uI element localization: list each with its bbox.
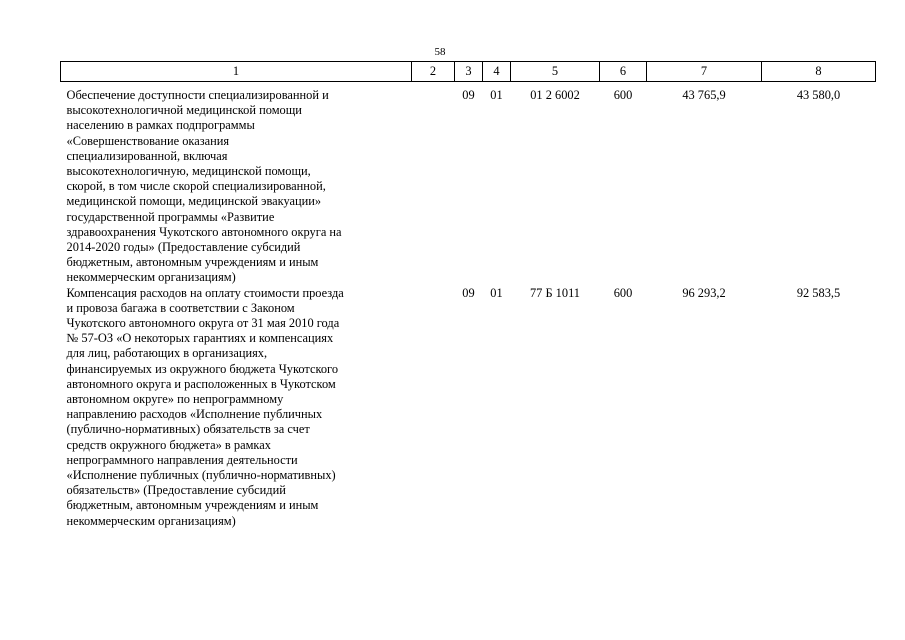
row-subsection: 01	[490, 88, 503, 102]
description-line: специализированной, включая	[66, 148, 228, 163]
description-line: (публично-нормативных) обязательств за счет	[66, 422, 310, 437]
header-col-3: 3	[455, 62, 483, 82]
description-line: направлению расходов «Исполнение публичных	[66, 407, 323, 422]
header-col-2: 2	[412, 62, 455, 82]
row-amount-year-1: 96 293,2	[682, 285, 726, 300]
description-line: скорой, в том числе скорой специализированной,	[66, 179, 326, 194]
row-subsection: 01	[490, 285, 503, 300]
row-expense-type: 600	[613, 88, 633, 102]
row-description	[61, 286, 412, 529]
description-line: бюджетным, автономным учреждениям и иным	[66, 498, 319, 513]
row-amount-year-2: 43 580,0	[796, 88, 841, 102]
description-line: здравоохранения Чукотского автономного округа на	[66, 224, 342, 239]
description-line: населению в рамках подпрограммы	[66, 118, 255, 133]
row-target-article: 01 2 6002	[530, 88, 580, 102]
budget-table	[60, 61, 876, 529]
row-col-2	[412, 286, 455, 529]
description-line: для лиц, работающих в организациях,	[66, 346, 268, 361]
header-col-1: 1	[61, 62, 412, 82]
row-target-article: 77 Б 1011	[529, 285, 581, 300]
row-expense-type: 600	[613, 285, 633, 300]
description-line: бюджетным, автономным учреждениям и иным	[66, 255, 319, 270]
description-line: некоммерческим организациям)	[66, 270, 236, 285]
row-col-2	[412, 82, 455, 286]
row-section: 09	[462, 88, 475, 102]
description-line: обязательств» (Предоставление субсидий	[66, 483, 286, 498]
description-line: медицинской помощи, медицинской эвакуации»	[66, 194, 322, 209]
description-line: автономного округа и расположенных в Чукотском	[66, 376, 336, 391]
row-description	[61, 82, 412, 286]
header-col-4: 4	[483, 62, 511, 82]
header-col-7: 7	[647, 62, 762, 82]
description-line: Чукотского автономного округа от 31 мая 2010 года	[66, 316, 340, 331]
description-line: средств окружного бюджета» в рамках	[66, 437, 271, 452]
header-col-5: 5	[511, 62, 600, 82]
description-line: высокотехнологичную, медицинской помощи,	[66, 164, 311, 179]
header-row	[61, 62, 876, 82]
row-amount-year-2: 92 583,5	[796, 285, 841, 300]
header-col-8: 8	[762, 62, 876, 82]
row-section: 09	[462, 285, 475, 300]
description-line: автономном округе» по непрограммному	[66, 392, 284, 407]
table-row	[61, 82, 876, 286]
description-line: высокотехнологичной медицинской помощи	[66, 103, 302, 118]
description-line: финансируемых из окружного бюджета Чукотского	[66, 361, 339, 376]
row-amount-year-1: 43 765,9	[682, 88, 726, 102]
description-line: 2014-2020 годы» (Предоставление субсидий	[66, 240, 301, 255]
description-line: № 57-ОЗ «О некоторых гарантиях и компенсациях	[66, 331, 334, 346]
header-col-6: 6	[600, 62, 647, 82]
description-line: «Исполнение публичных (публично-нормативных)	[66, 468, 336, 483]
description-line: Компенсация расходов на оплату стоимости проезда	[66, 285, 344, 300]
description-line: некоммерческим организациям)	[66, 513, 236, 528]
description-line: Обеспечение доступности специализированной и	[66, 88, 329, 102]
table-row	[61, 286, 876, 529]
page-number: 58	[434, 46, 446, 58]
description-line: непрограммного направления деятельности	[66, 452, 298, 467]
description-line: и провоза багажа в соответствии с Законом	[66, 300, 295, 315]
description-line: «Совершенствование оказания	[66, 133, 230, 148]
description-line: государственной программы «Развитие	[66, 209, 275, 224]
